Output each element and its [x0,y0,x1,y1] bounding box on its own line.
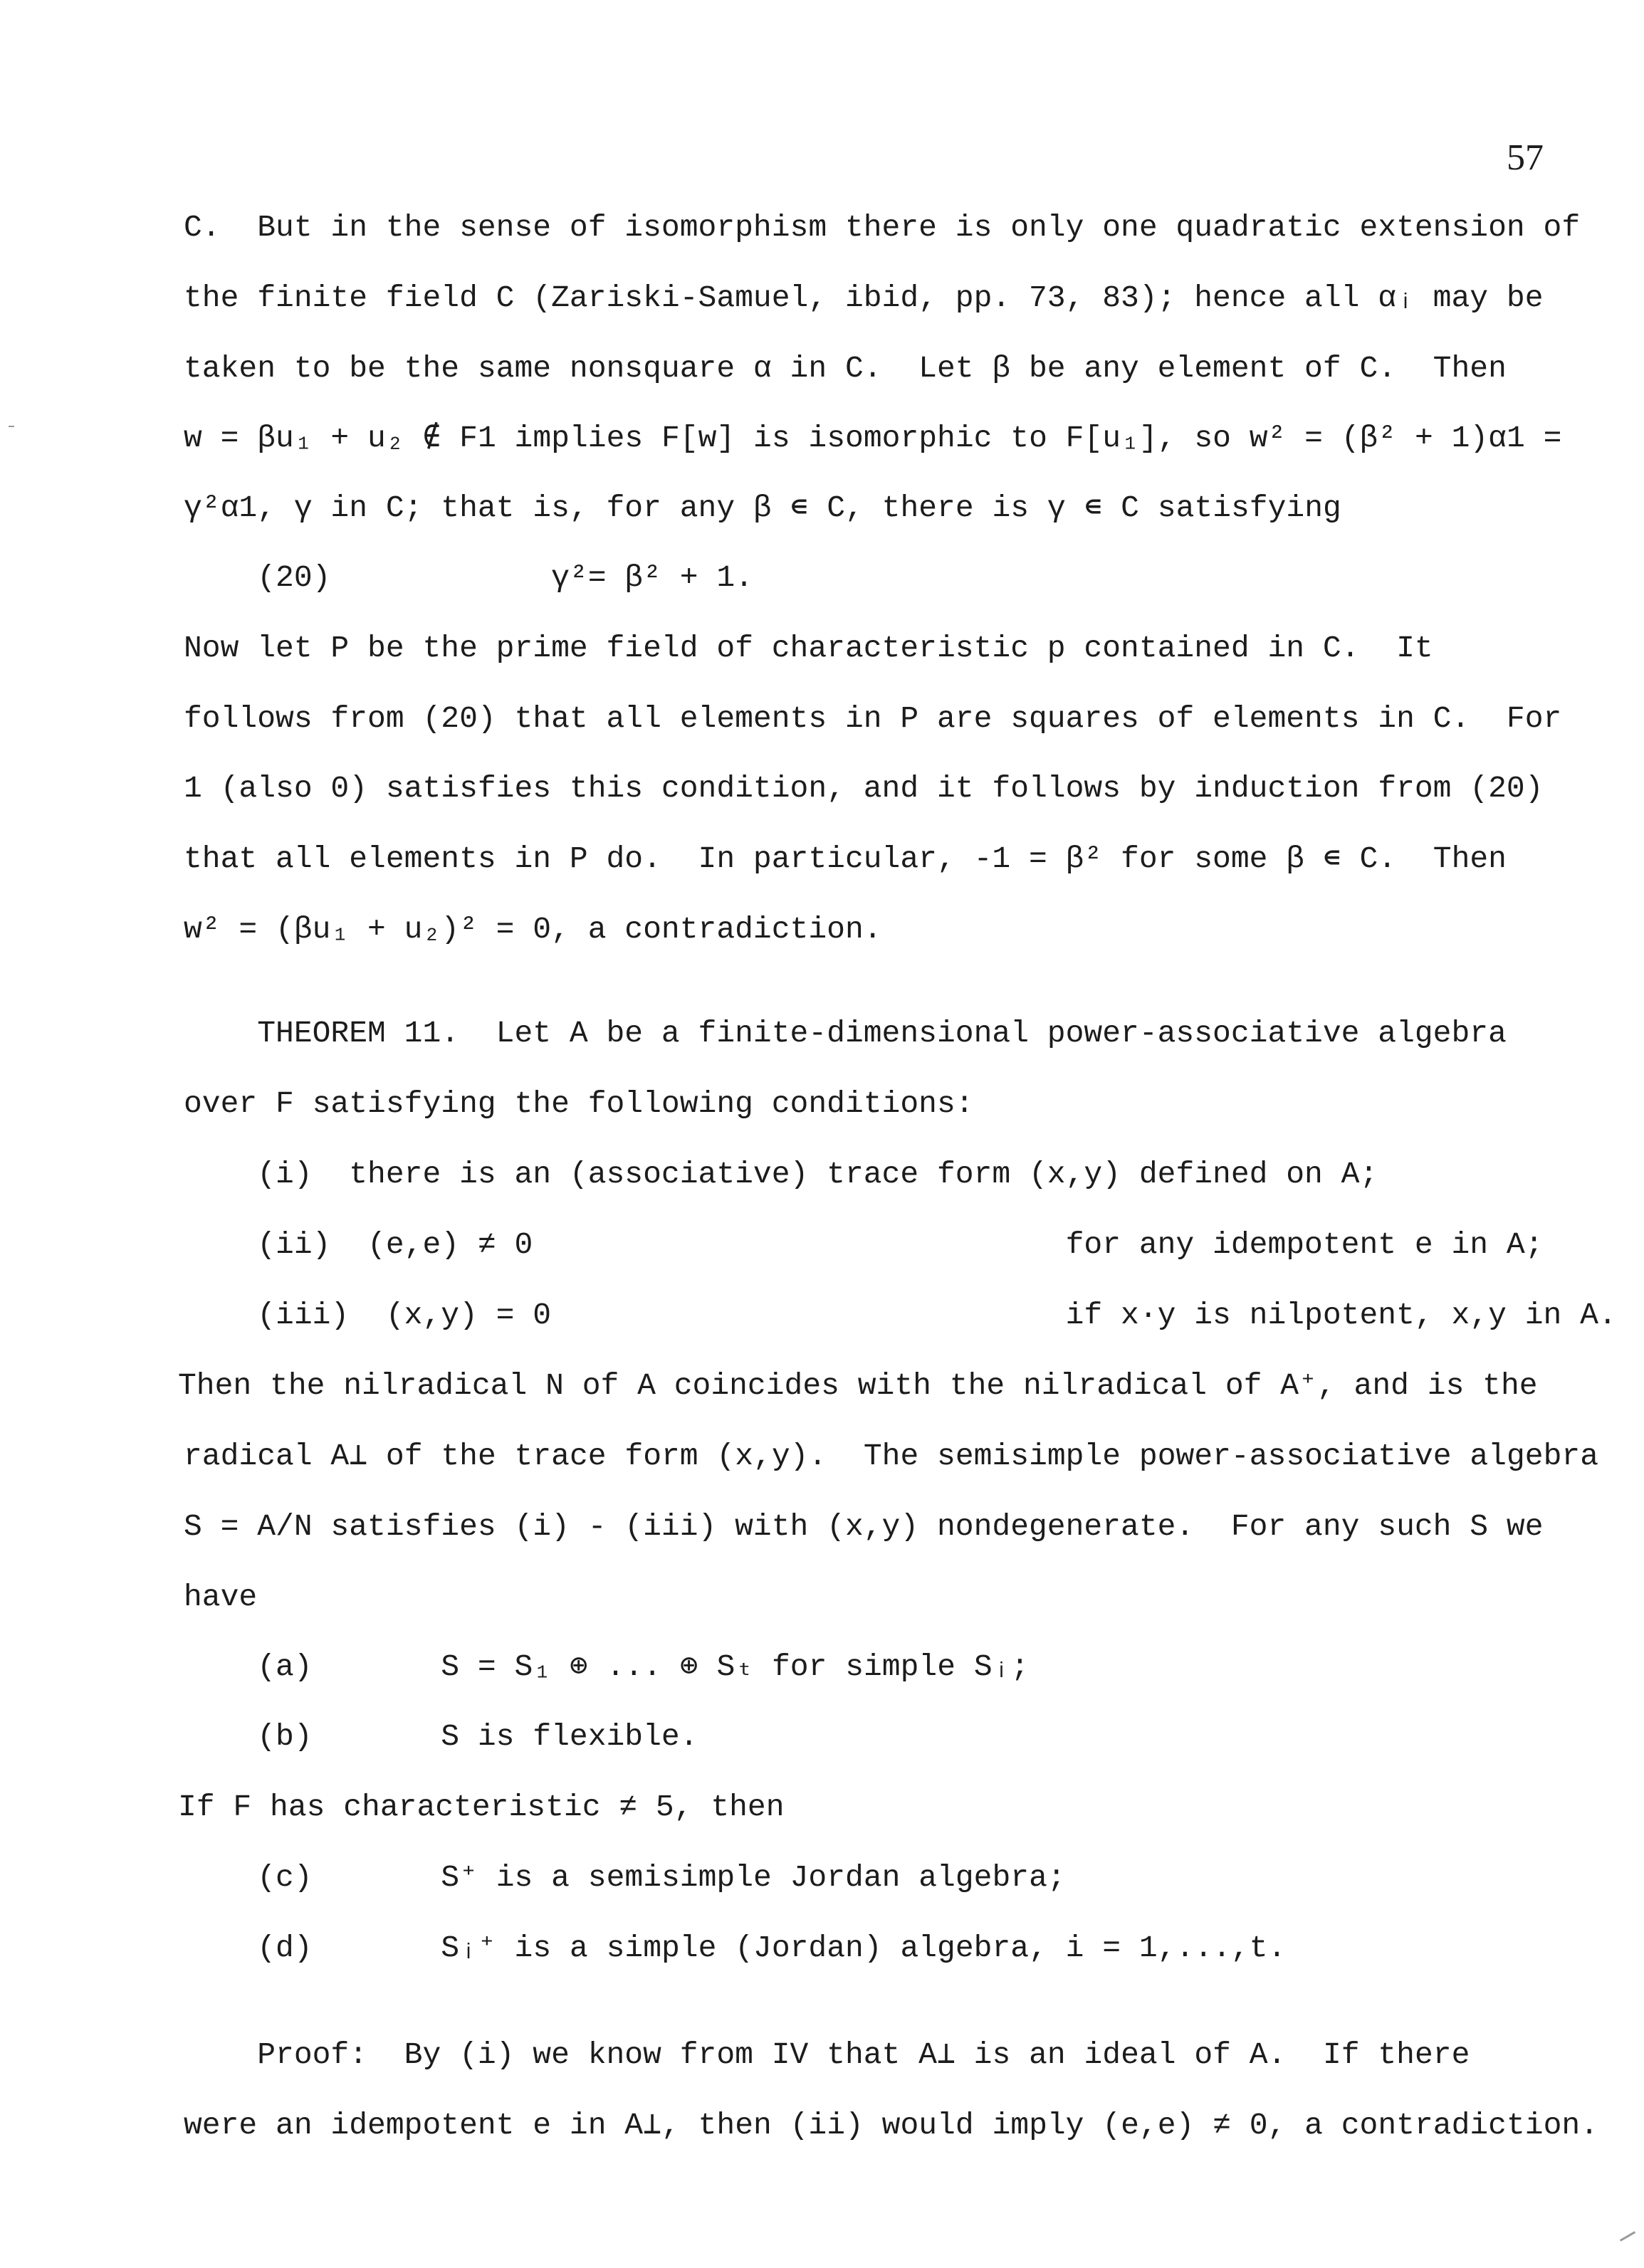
condition-i: (i) there is an (associative) trace form (x,y) defined on A; [184,1157,1378,1192]
theorem-heading: THEOREM 11. Let A be a finite-dimensional power-associative algebra [184,1016,1507,1051]
text-line-7: Now let P be the prime field of characteristic p contained in C. It [184,631,1433,666]
theorem-line-9: have [184,1580,258,1615]
condition-iii: (iii) (x,y) = 0 if x·y is nilpotent, x,y in A. [184,1298,1617,1333]
text-line-11: w² = (βu₁ + u₂)² = 0, a contradiction. [184,912,882,947]
text-line-4: w = βu₁ + u₂ ∉ F1 implies F[w] is isomorphic to F[u₁], so w² = (β² + 1)α1 = [184,421,1562,456]
proof-line-1: Proof: By (i) we know from IV that A⊥ is an ideal of A. If there [184,2037,1470,2072]
scan-mark [1620,2231,1635,2242]
theorem-line-12: If F has characteristic ≠ 5, then [178,1790,785,1825]
text-line-5: γ²α1, γ in C; that is, for any β ∊ C, there is γ ∊ C satisfying [184,490,1341,525]
proof-line-2: were an idempotent e in A⊥, then (ii) would imply (e,e) ≠ 0, a contradiction. [184,2108,1599,2143]
text-line-3: taken to be the same nonsquare α in C. Let β be any element of C. Then [184,351,1507,386]
text-line-10: that all elements in P do. In particular, -1 = β² for some β ∊ C. Then [184,841,1507,876]
text-line-9: 1 (also 0) satisfies this condition, and it follows by induction from (20) [184,771,1544,806]
item-b: (b) S is flexible. [184,1719,698,1754]
page-number: 57 [1507,137,1544,178]
item-a: (a) S = S₁ ⊕ ... ⊕ Sₜ for simple Sᵢ; [184,1649,1030,1684]
theorem-line-6: Then the nilradical N of A coincides with the nilradical of A⁺, and is the [178,1368,1538,1403]
text-line-2: the finite field C (Zariski-Samuel, ibid, pp. 73, 83); hence all αᵢ may be [184,280,1544,315]
condition-ii: (ii) (e,e) ≠ 0 for any idempotent e in A; [184,1227,1544,1262]
text-line-8: follows from (20) that all elements in P are squares of elements in C. For [184,701,1562,736]
scan-mark [9,426,14,427]
item-c: (c) S⁺ is a semisimple Jordan algebra; [184,1860,1066,1895]
theorem-line-7: radical A⊥ of the trace form (x,y). The semisimple power-associative algebra [184,1439,1599,1474]
theorem-line-8: S = A/N satisfies (i) - (iii) with (x,y) nondegenerate. For any such S we [184,1509,1544,1544]
theorem-line-2: over F satisfying the following conditions: [184,1086,974,1121]
equation-20: (20) γ²= β² + 1. [184,560,753,595]
item-d: (d) Sᵢ⁺ is a simple (Jordan) algebra, i = 1,...,t. [184,1931,1287,1965]
text-line-1: C. But in the sense of isomorphism there is only one quadratic extension of [184,210,1581,245]
